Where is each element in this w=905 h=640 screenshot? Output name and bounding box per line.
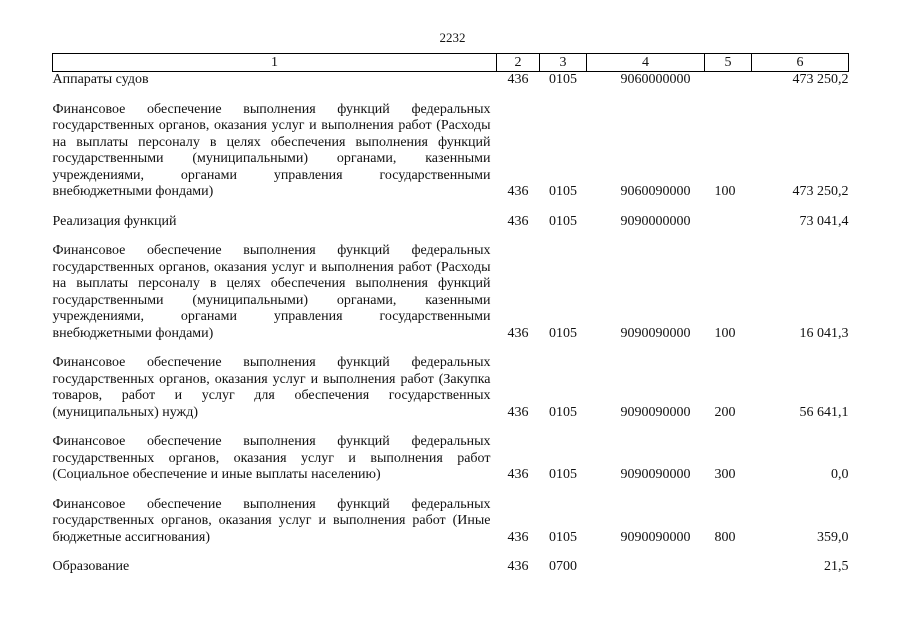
row-code-2: 436 (507, 72, 529, 87)
row-amount: 73 041,4 (799, 213, 849, 229)
column-header-3: 3 (540, 54, 587, 72)
row-name: Аппараты судов (52, 72, 149, 87)
row-code-5: 800 (714, 529, 736, 545)
budget-table (52, 53, 849, 576)
column-header-1: 1 (53, 54, 497, 72)
row-code-5 (705, 559, 752, 576)
table-row (53, 497, 849, 547)
row-code-5: 100 (714, 325, 736, 341)
row-name: Образование (52, 559, 130, 574)
row-code-4 (587, 559, 705, 576)
row-amount: 473 250,2 (792, 72, 849, 87)
row-code-5: 100 (714, 184, 736, 199)
column-header-5: 5 (705, 54, 752, 72)
row-code-4: 9090090000 (620, 529, 691, 545)
page-number: 2232 (439, 30, 466, 45)
column-header-6: 6 (752, 54, 849, 72)
row-code-4: 9090090000 (620, 467, 691, 482)
row-code-3: 0105 (549, 213, 577, 229)
row-code-3: 0105 (549, 467, 577, 482)
column-header-2: 2 (497, 54, 540, 72)
row-amount: 16 041,3 (799, 325, 849, 341)
row-code-2: 436 (507, 559, 529, 574)
table-row (53, 102, 849, 201)
row-code-3: 0105 (549, 184, 577, 199)
row-name: Финансовое обеспечение выполнения функций федеральных государственных органов, оказания услуг и выполнения работ (Закупка товаров, работ и услуг для обеспечения государственных (муниципальных) нужд) (52, 355, 491, 420)
row-code-2: 436 (507, 467, 529, 482)
row-code-4: 9090090000 (620, 325, 691, 341)
row-code-3: 0700 (549, 559, 577, 574)
row-code-4: 9060090000 (620, 184, 691, 199)
row-amount: 473 250,2 (792, 184, 849, 199)
table-row (53, 72, 849, 89)
table-row (53, 355, 849, 421)
table-row (53, 214, 849, 231)
row-code-5: 200 (714, 404, 736, 420)
row-code-3: 0105 (549, 325, 577, 341)
row-code-4: 9090090000 (620, 404, 691, 420)
table-header-row (53, 54, 849, 72)
row-name: Финансовое обеспечение выполнения функций федеральных государственных органов, оказания услуг и выполнения работ (Расходы на выплаты персоналу в целях обеспечения выполнения функций государственными (муниципальными) органами, казенными учреждениями, органами управления государственными внебюджетными фондами) (52, 243, 491, 341)
row-amount: 56 641,1 (799, 404, 849, 420)
row-amount: 21,5 (824, 559, 849, 574)
row-code-4: 9090000000 (620, 213, 691, 229)
row-name: Финансовое обеспечение выполнения функций федеральных государственных органов, оказания услуг и выполнения работ (Социальное обеспечение и иные выплаты населению) (52, 434, 491, 482)
row-code-5 (705, 72, 752, 89)
row-code-3: 0105 (549, 404, 577, 420)
table-row (53, 434, 849, 484)
row-code-2: 436 (507, 529, 529, 545)
table-row (53, 559, 849, 576)
row-amount: 0,0 (831, 467, 849, 482)
row-code-2: 436 (507, 404, 529, 420)
row-name: Финансовое обеспечение выполнения функций федеральных государственных органов, оказания услуг и выполнения работ (Иные бюджетные ассигнования) (52, 496, 491, 545)
row-name: Реализация функций (52, 213, 177, 229)
row-code-3: 0105 (549, 529, 577, 545)
row-code-2: 436 (507, 184, 529, 199)
row-code-5 (705, 214, 752, 231)
row-code-2: 436 (507, 213, 529, 229)
row-code-5: 300 (714, 467, 736, 482)
row-name: Финансовое обеспечение выполнения функций федеральных государственных органов, оказания услуг и выполнения работ (Расходы на выплаты персоналу в целях обеспечения выполнения функций государственными (муниципальными) органами, казенными учреждениями, органами управления государственными внебюджетными фондами) (52, 101, 491, 199)
row-code-4: 9060000000 (620, 72, 691, 87)
row-code-2: 436 (507, 325, 529, 341)
table-row (53, 243, 849, 342)
column-header-4: 4 (587, 54, 705, 72)
row-amount: 359,0 (817, 529, 849, 545)
row-code-3: 0105 (549, 72, 577, 87)
